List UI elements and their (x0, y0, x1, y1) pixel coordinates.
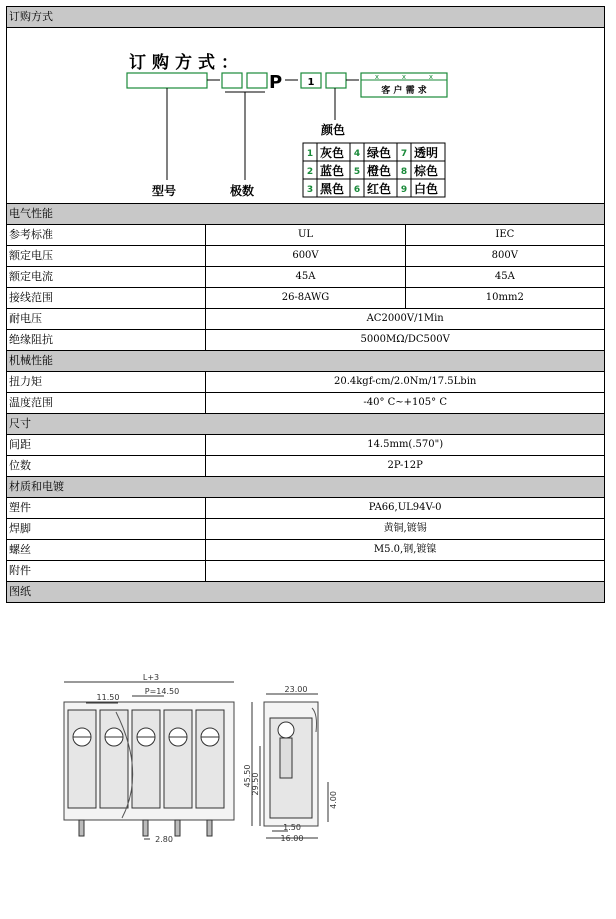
iec-value: 800V (405, 246, 604, 267)
color-name: 透明 (414, 146, 439, 160)
technical-drawing (56, 672, 356, 862)
section-materials (7, 477, 605, 498)
spec-row (7, 330, 605, 351)
spec-table (6, 6, 605, 603)
dim-45-50: 45.50 (243, 764, 252, 788)
row-label: 扭力矩 (7, 372, 206, 393)
row-label: 位数 (7, 456, 206, 477)
row-value: 2P-12P (206, 456, 605, 477)
spec-row (7, 246, 605, 267)
color-code: 8 (400, 167, 408, 177)
dim-pin-width: 2.80 (155, 835, 173, 844)
row-value: PA66,UL94V-0 (206, 498, 605, 519)
row-label: 螺丝 (7, 540, 206, 561)
ul-value: UL (206, 225, 405, 246)
spec-row (7, 519, 605, 540)
row-label: 接线范围 (7, 288, 206, 309)
section-title: 图纸 (7, 582, 605, 603)
dim-1-50: 1.50 (283, 823, 301, 832)
solder-pins (79, 820, 212, 836)
iec-value: IEC (405, 225, 604, 246)
customer-x-1: x (374, 73, 380, 81)
section-mechanical (7, 351, 605, 372)
iec-value: 45A (405, 267, 604, 288)
section-title: 尺寸 (7, 414, 605, 435)
spec-row (7, 372, 605, 393)
poles-label: 极数 (230, 184, 255, 198)
section-ordering (7, 7, 605, 28)
spec-row (7, 267, 605, 288)
model-box (127, 73, 207, 88)
spec-row (7, 225, 605, 246)
dim-4-00: 4.00 (329, 791, 338, 809)
spec-row (7, 540, 605, 561)
dim-16-00: 16.00 (280, 834, 304, 843)
row-value: AC2000V/1Min (206, 309, 605, 330)
row-label: 参考标准 (7, 225, 206, 246)
row-label: 耐电压 (7, 309, 206, 330)
p-letter: P (269, 72, 283, 93)
color-heading: 颜色 (321, 123, 346, 137)
color-name: 棕色 (414, 164, 439, 178)
row-label: 塑件 (7, 498, 206, 519)
dim-depth: 23.00 (284, 685, 308, 694)
spec-row (7, 288, 605, 309)
ul-value: 26-8AWG (206, 288, 405, 309)
row-label: 焊脚 (7, 519, 206, 540)
color-name: 红色 (367, 182, 392, 196)
row-label: 间距 (7, 435, 206, 456)
color-code: 2 (306, 167, 314, 177)
row-label: 绝缘阻抗 (7, 330, 206, 351)
color-name: 白色 (414, 182, 439, 196)
color-code-sample: 1 (307, 77, 315, 88)
color-code: 9 (400, 185, 408, 195)
color-code: 1 (306, 149, 314, 159)
color-name: 蓝色 (320, 164, 345, 178)
model-label: 型号 (152, 184, 177, 198)
dim-overall: L+3 (142, 673, 160, 682)
diagram-title: 订购方式： (129, 53, 244, 73)
row-label: 温度范围 (7, 393, 206, 414)
pole-box-1 (222, 73, 242, 88)
row-value: 20.4kgf-cm/2.0Nm/17.5Lbin (206, 372, 605, 393)
pole-box-2 (247, 73, 267, 88)
row-label: 额定电压 (7, 246, 206, 267)
ul-value: 45A (206, 267, 405, 288)
color-code: 5 (353, 167, 361, 177)
spec-row (7, 309, 605, 330)
spec-row (7, 393, 605, 414)
color-code: 7 (400, 149, 408, 159)
section-title: 订购方式 (7, 7, 605, 28)
row-value (206, 561, 605, 582)
color-name: 绿色 (367, 146, 392, 160)
spec-row (7, 456, 605, 477)
dim-29-50: 29.50 (251, 772, 260, 796)
customer-requirement: 客 户 需 求 (381, 86, 427, 96)
row-value: 5000MΩ/DC500V (206, 330, 605, 351)
extra-box (326, 73, 346, 88)
row-value: M5.0,钢,镀镍 (206, 540, 605, 561)
customer-x-3: x (428, 73, 434, 81)
section-size (7, 414, 605, 435)
section-title: 材质和电镀 (7, 477, 605, 498)
spec-row (7, 561, 605, 582)
row-value: 14.5mm(.570") (206, 435, 605, 456)
row-value: 黄铜,镀锡 (206, 519, 605, 540)
color-code: 4 (353, 149, 361, 159)
dim-pitch: P=14.50 (144, 687, 180, 696)
color-name: 灰色 (320, 146, 345, 160)
section-title: 机械性能 (7, 351, 605, 372)
side-view (243, 685, 338, 843)
ordering-diagram-row (7, 28, 605, 204)
front-view (64, 673, 234, 844)
color-code: 3 (306, 185, 314, 195)
customer-x-2: x (401, 73, 407, 81)
section-drawing (7, 582, 605, 603)
section-title: 电气性能 (7, 204, 605, 225)
row-value: -40° C~+105° C (206, 393, 605, 414)
spec-row (7, 498, 605, 519)
dim-11-50: 11.50 (96, 693, 120, 702)
iec-value: 10mm2 (405, 288, 604, 309)
color-name: 橙色 (367, 164, 392, 178)
color-code: 6 (353, 185, 361, 195)
section-electrical (7, 204, 605, 225)
ul-value: 600V (206, 246, 405, 267)
spec-row (7, 435, 605, 456)
color-name: 黑色 (320, 182, 345, 196)
row-label: 额定电流 (7, 267, 206, 288)
row-label: 附件 (7, 561, 206, 582)
ordering-diagram (7, 28, 604, 200)
color-grid (303, 143, 445, 197)
